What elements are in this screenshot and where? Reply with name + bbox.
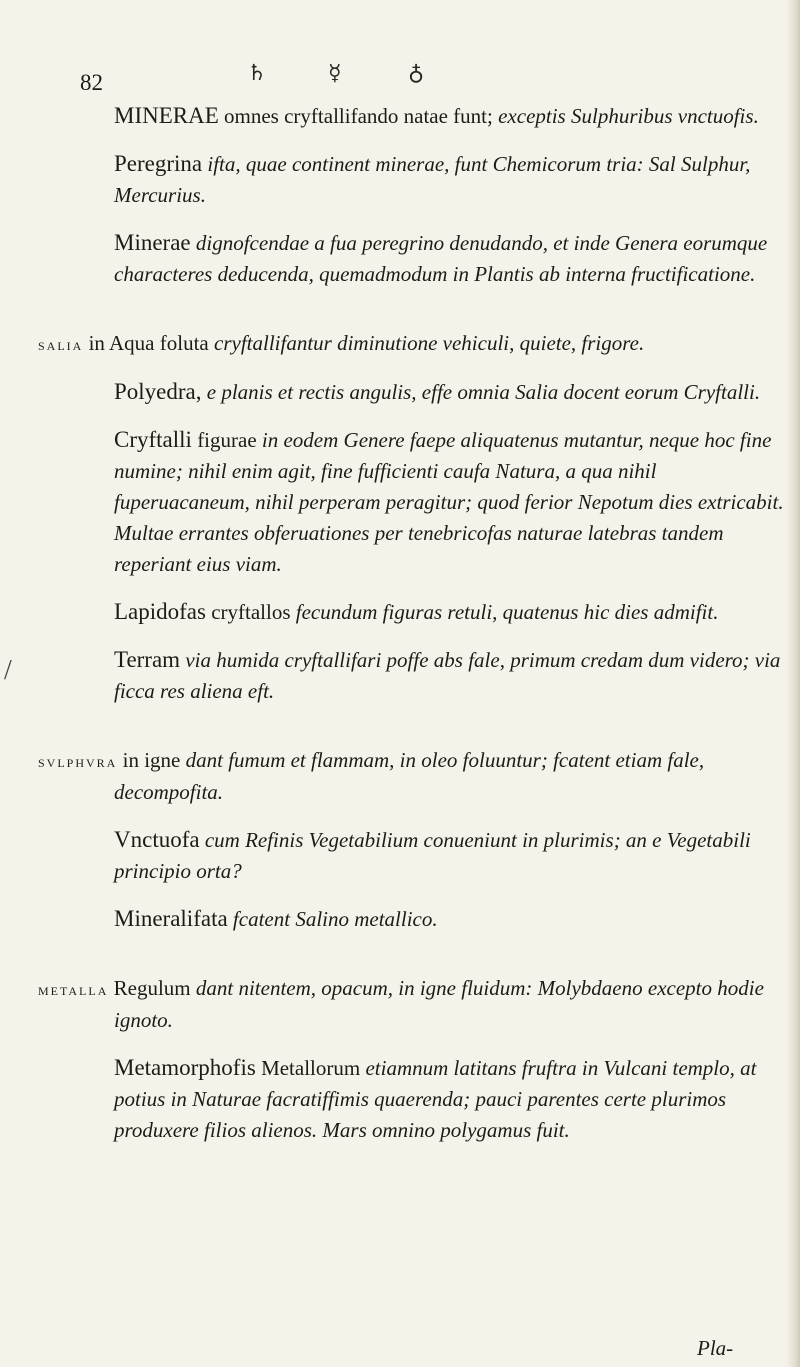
- mercury-ornament-icon: ☿: [328, 60, 342, 85]
- section-heading: metalla: [38, 980, 109, 999]
- text-run: in Aqua foluta: [88, 331, 209, 355]
- margin-mark: /: [4, 655, 12, 686]
- salia-heading-paragraph: [38, 328, 784, 360]
- lead-word: Terram: [114, 647, 181, 672]
- italic-run: in eodem Genere faepe aliquatenus mutantur, neque hoc fine numine; nihil enim agit, fine fufficienti caufa Natura, a qua nihil fuperuacaneum, nihil perperam peragitur; quod ferior Nepotum dies extricabit. Multae errantes obferuationes per tenebricofas naturae latebras tandem reperiant eius viam.: [114, 428, 784, 576]
- minerae-dignoscendae-paragraph: [114, 227, 784, 290]
- lapidosas-paragraph: [114, 596, 784, 628]
- italic-run: dant nitentem, opacum, in igne fluidum: Molybdaeno excepto hodie ignoto.: [114, 976, 764, 1032]
- italic-run: cryftallifantur diminutione vehiculi, quiete, frigore.: [208, 331, 645, 355]
- italic-run: etiamnum latitans fruftra in Vulcani templo, at potius in Naturae facratiffimis quaerenda; pauci parentes certe plurimos produxere filios alienos. Mars omnino polygamus fuit.: [114, 1056, 757, 1142]
- lead-word: Lapidofas: [114, 599, 206, 624]
- italic-run: fcatent Salino metallico.: [227, 907, 438, 931]
- italic-run: dignofcendae a fua peregrino denudando, et inde Genera eorumque characteres deducenda, quemadmodum in Plantis ab interna fructificatione.: [114, 231, 768, 286]
- polyedra-paragraph: [114, 376, 784, 408]
- lead-word: Vnctuofa: [114, 827, 200, 852]
- lead-word: Polyedra,: [114, 379, 202, 404]
- vnctuosa-paragraph: [114, 824, 784, 887]
- italic-run: fecundum figuras retuli, quatenus hic dies admifit.: [290, 600, 719, 624]
- page-number: 82: [80, 70, 103, 95]
- italic-run: via humida cryftallifari poffe abs fale, primum credam dum videro; via ficca res aliena eft.: [114, 648, 781, 703]
- lead-word: MINERAE: [114, 103, 219, 128]
- italic-run: e planis et rectis angulis, effe omnia Salia docent eorum Cryftalli.: [201, 380, 761, 404]
- italic-run: cum Refinis Vegetabilium conueniunt in plurimis; an e Vegetabili principio orta?: [114, 828, 751, 883]
- metamorphosis-paragraph: [114, 1052, 784, 1146]
- section-heading: salia: [38, 335, 84, 354]
- minerae-paragraph: [114, 100, 784, 132]
- text-run: cryftallos: [205, 600, 291, 624]
- peregrina-paragraph: [114, 148, 784, 211]
- sulphura-heading-paragraph: [38, 745, 784, 808]
- catchword: Pla-: [697, 1336, 734, 1360]
- italic-run: ifta, quae continent minerae, funt Chemicorum tria: Sal Sulphur, Mercurius.: [114, 152, 751, 207]
- mineralisata-paragraph: [114, 903, 784, 935]
- terram-paragraph: [114, 644, 784, 707]
- saturn-ornament-icon: ♄: [247, 60, 267, 85]
- section-heading: svlphvra: [38, 752, 118, 771]
- body-text: [38, 100, 784, 1162]
- lead-word: Cryftalli: [114, 427, 192, 452]
- page-edge: [786, 0, 800, 1367]
- lead-word: Mineralifata: [114, 906, 228, 931]
- crystalli-paragraph: [114, 424, 784, 580]
- text-run: Metallorum: [255, 1056, 361, 1080]
- italic-run: exceptis Sulphuribus vnctuofis.: [492, 104, 759, 128]
- metalla-heading-paragraph: [38, 973, 784, 1036]
- italic-run: dant fumum et flammam, in oleo foluuntur; fcatent etiam fale, decompofita.: [114, 748, 705, 804]
- earth-ornament-icon: ♁: [408, 60, 425, 85]
- lead-word: Minerae: [114, 230, 191, 255]
- lead-word: Peregrina: [114, 151, 203, 176]
- text-run: omnes cryftallifando natae funt;: [218, 104, 493, 128]
- text-run: Regulum: [113, 976, 191, 1000]
- lead-word: Metamorphofis: [114, 1055, 256, 1080]
- text-run: in igne: [122, 748, 181, 772]
- text-run: figurae: [191, 428, 257, 452]
